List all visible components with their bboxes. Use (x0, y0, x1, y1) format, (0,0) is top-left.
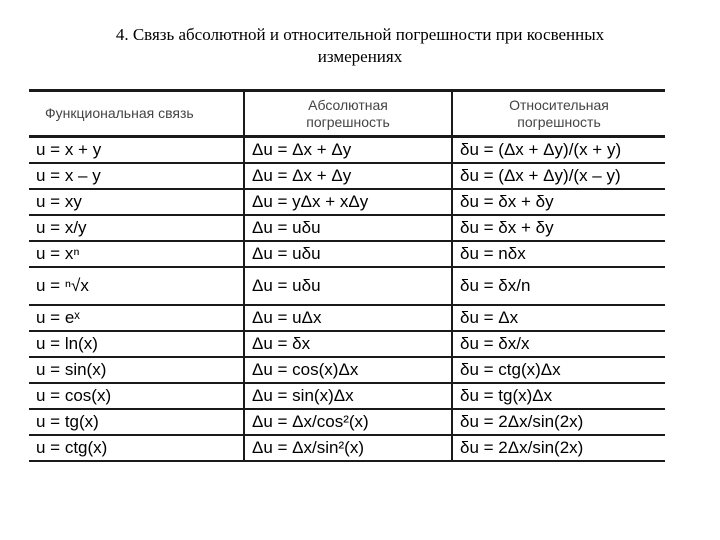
cell-absolute: Δu = Δx + Δy (244, 137, 452, 163)
header-absolute-error (244, 91, 452, 137)
table-row (29, 331, 665, 357)
cell-absolute: Δu = uδu (244, 267, 452, 305)
cell-relative: δu = tg(x)Δx (460, 385, 553, 405)
cell-function: u = ln(x) (29, 331, 244, 357)
table-row (29, 305, 665, 331)
table-row (29, 267, 665, 305)
table-row (29, 435, 665, 461)
title-line-2: измерениях (317, 47, 403, 66)
header-relative-line-2: погрешность (517, 113, 601, 130)
cell-absolute: Δu = Δx/cos²(x) (244, 409, 452, 435)
cell-absolute: Δu = δx (244, 331, 452, 357)
table-header-row (29, 91, 665, 137)
page-title (0, 24, 720, 68)
table-row (29, 383, 665, 409)
cell-absolute: Δu = yΔx + xΔy (244, 189, 452, 215)
cell-relative: δu = δx + δy (460, 191, 554, 211)
header-relative-error (452, 91, 665, 137)
cell-function: u = eˣ (29, 305, 244, 331)
table-row (29, 189, 665, 215)
header-relative-line-1: Относительная (509, 96, 609, 113)
cell-function: u = sin(x) (29, 357, 244, 383)
header-absolute-line-2: погрешность (306, 113, 390, 130)
cell-function: u = x – y (29, 163, 244, 189)
cell-function: u = x/y (29, 215, 244, 241)
cell-function: u = tg(x) (29, 409, 244, 435)
cell-relative: δu = Δx (460, 307, 519, 327)
table-row (29, 357, 665, 383)
table-row (29, 241, 665, 267)
cell-relative: δu = nδx (460, 243, 526, 263)
cell-function: u = cos(x) (29, 383, 244, 409)
cell-function: u = ctg(x) (29, 435, 244, 461)
cell-absolute: Δu = Δx/sin²(x) (244, 435, 452, 461)
table-row (29, 409, 665, 435)
cell-function: u = ⁿ√x (29, 267, 244, 305)
cell-relative: δu = δx/x (460, 333, 530, 353)
title-line-1: 4. Связь абсолютной и относительной погрешности при косвенных (115, 25, 605, 44)
table-row (29, 137, 665, 163)
cell-relative: δu = ctg(x)Δx (460, 359, 561, 379)
cell-relative: δu = (Δx + Δy)/(x – y) (460, 165, 621, 185)
cell-function: u = xⁿ (29, 241, 244, 267)
cell-absolute: Δu = uδu (244, 215, 452, 241)
cell-absolute: Δu = Δx + Δy (244, 163, 452, 189)
error-relations-table (29, 89, 665, 462)
cell-function: u = xy (29, 189, 244, 215)
cell-relative: δu = 2Δx/sin(2x) (460, 437, 584, 457)
cell-relative: δu = (Δx + Δy)/(x + y) (460, 139, 622, 159)
cell-function: u = x + y (29, 137, 244, 163)
cell-absolute: Δu = uΔx (244, 305, 452, 331)
table-row (29, 215, 665, 241)
cell-absolute: Δu = sin(x)Δx (244, 383, 452, 409)
header-functional-relation: Функциональная связь (29, 91, 244, 137)
cell-relative: δu = δx + δy (460, 217, 554, 237)
cell-absolute: Δu = cos(x)Δx (244, 357, 452, 383)
header-absolute-line-1: Абсолютная (308, 96, 388, 113)
cell-absolute: Δu = uδu (244, 241, 452, 267)
cell-relative: δu = δx/n (460, 275, 531, 295)
table-row (29, 163, 665, 189)
cell-relative: δu = 2Δx/sin(2x) (460, 411, 584, 431)
